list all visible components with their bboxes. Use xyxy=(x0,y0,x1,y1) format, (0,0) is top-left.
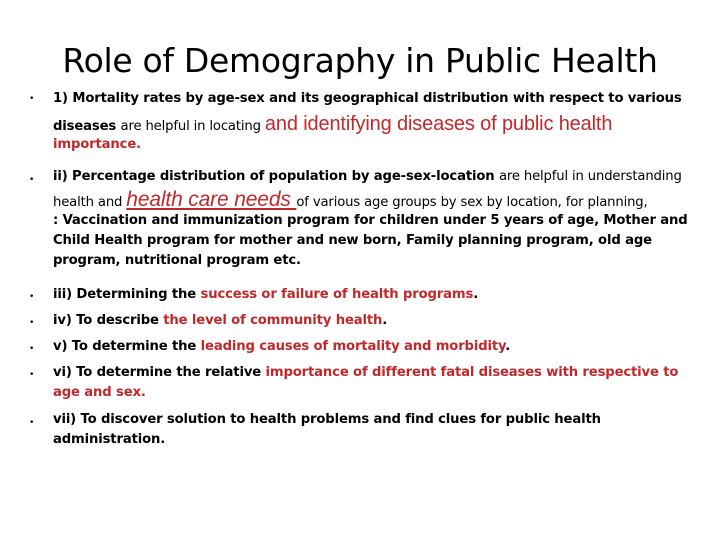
line: health and health care needs of various age groups by sex by location, for planning, xyxy=(53,188,648,211)
highlight-fatal-diseases: importance of different fatal diseases with respective to xyxy=(265,365,679,380)
bullet-text-1 xyxy=(53,89,717,155)
line: : Vaccination and immunization program for children under 5 years of age, Mother and xyxy=(53,213,688,228)
bullet-5: • xyxy=(29,344,35,354)
highlight-health-care-needs: health care needs xyxy=(126,188,297,211)
line: age and sex. xyxy=(53,385,146,400)
highlight-community-health: the level of community health xyxy=(163,313,383,328)
highlight-leading-causes: leading causes of mortality and morbidity xyxy=(200,339,506,354)
bullet-text-7 xyxy=(53,410,717,450)
bullet-6: • xyxy=(29,370,35,380)
bullet-2: • xyxy=(29,175,35,185)
bullet-text-3: iii) Determining the success or failure of health programs. xyxy=(53,287,479,302)
bullet-text-2 xyxy=(53,167,717,271)
bullet-text-6 xyxy=(53,363,717,403)
line: vii) To discover solution to health problems and find clues for public health xyxy=(53,412,601,427)
line: Child Health program for mother and new born, Family planning program, old age xyxy=(53,233,652,248)
line: ii) Percentage distribution of population by age-sex-location are helpful in understanding xyxy=(53,169,682,184)
bullet-text-4: iv) To describe the level of community health. xyxy=(53,313,388,328)
bullet-3: • xyxy=(29,292,35,302)
highlight-identifying-diseases: and identifying diseases of public health xyxy=(264,113,613,135)
line: 1) Mortality rates by age-sex and its geographical distribution with respect to various xyxy=(53,91,682,106)
highlight-success-failure: success or failure of health programs xyxy=(200,287,474,302)
line: diseases are helpful in locating and identifying diseases of public health xyxy=(53,113,613,135)
bullet-text-5: v) To determine the leading causes of mortality and morbidity. xyxy=(53,339,511,354)
line: vi) To determine the relative importance of different fatal diseases with respective to xyxy=(53,365,679,380)
bullet-4: • xyxy=(29,318,35,328)
line: importance. xyxy=(53,137,141,152)
bullet-7: • xyxy=(29,418,35,428)
page-title: Role of Demography in Public Health xyxy=(62,41,658,80)
line: administration. xyxy=(53,432,166,447)
bullet-1: • xyxy=(29,94,35,104)
line: program, nutritional program etc. xyxy=(53,253,301,268)
